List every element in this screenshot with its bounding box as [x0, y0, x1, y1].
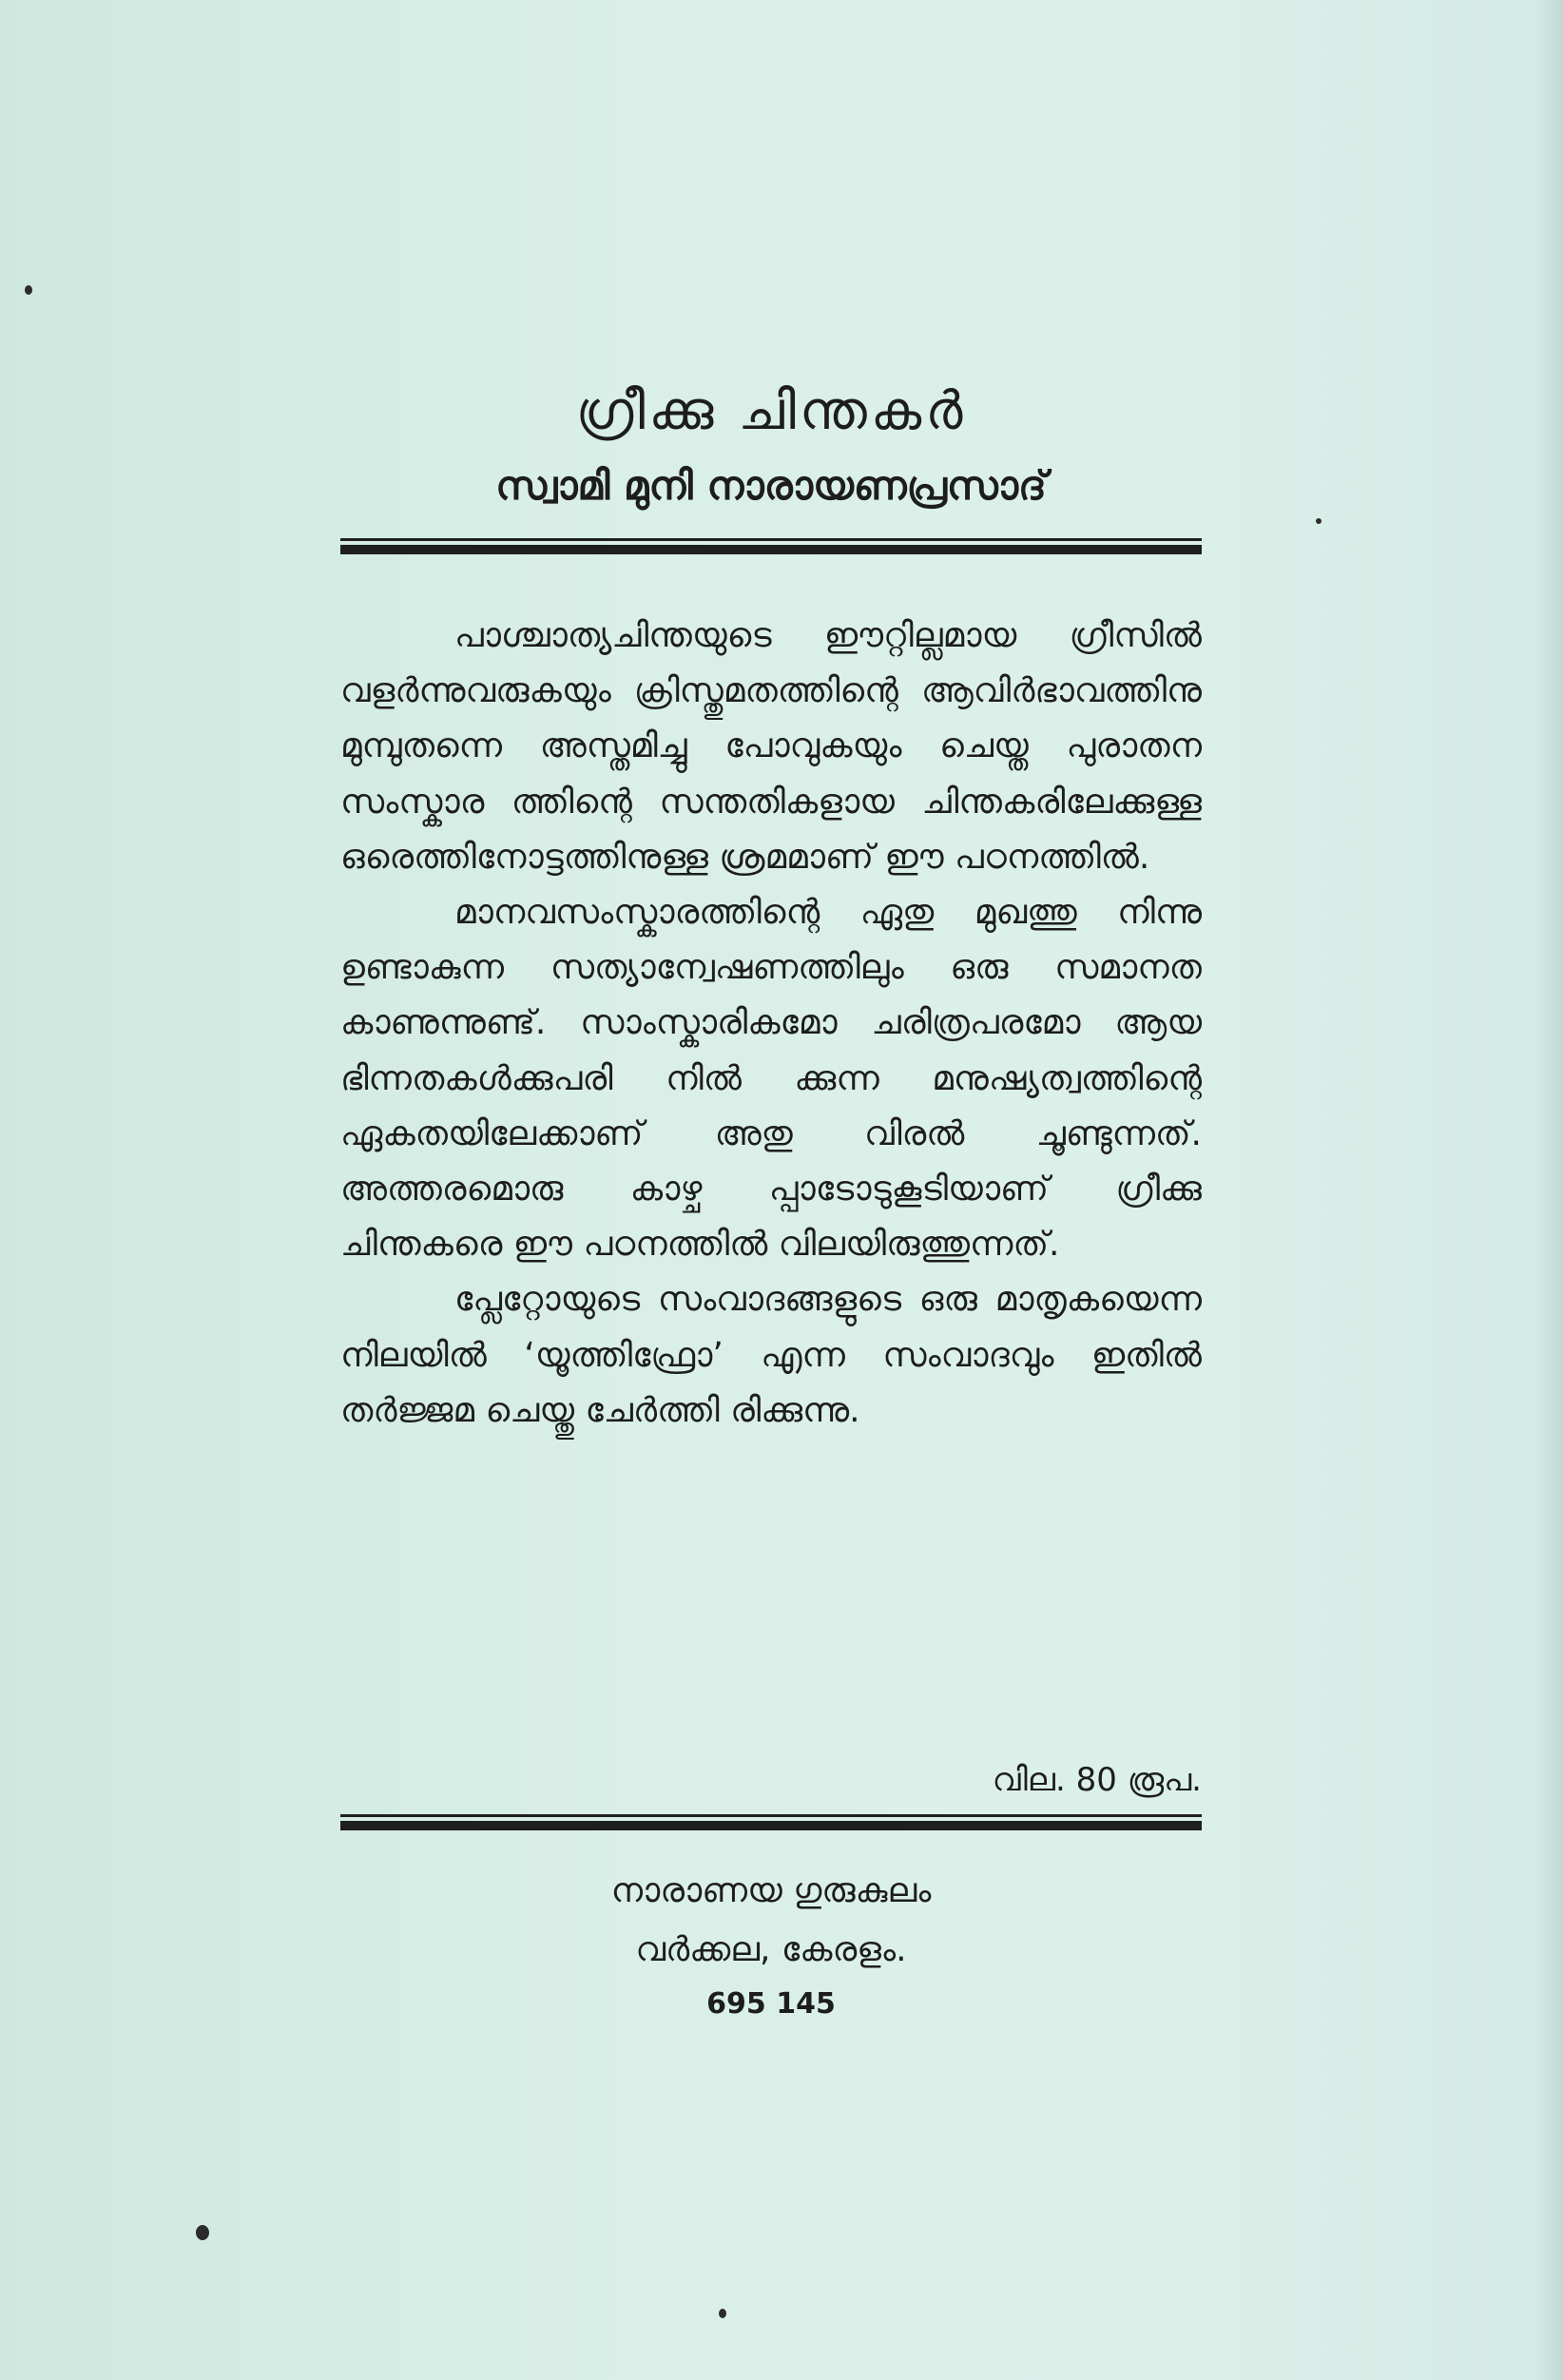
- book-author: സ്വാമി മുനി നാരായണപ്രസാദ്: [495, 462, 1047, 509]
- dust-speck: [719, 2309, 726, 2318]
- price-label: വില. 80 രൂപ.: [992, 1761, 1202, 1799]
- blurb-paragraph-2: മാനവസംസ്കാരത്തിന്റെ ഏതു മുഖത്തു നിന്നു ഉണ്ടാകുന്ന സത്യാന്വേഷണത്തിലും ഒരു സമാനത കാണുന്നുണ്ട്. സാംസ്കാരികമോ ചരിത്രപരമോ ആയ ഭിന്നതകൾക്കുപരി നിൽ ക്കുന്ന മനുഷ്യത്വത്തിന്റെ ഏകതയിലേക്കാണ് അതു വിരൽ ചൂണ്ടുന്നത്. അത്തരമൊരു കാഴ്ച പ്പാടോടുകൂടിയാണ് ഗ്രീക്കു ചിന്തകരെ ഈ പഠനത്തിൽ വിലയിരുത്തുന്നത്.: [340, 893, 1202, 1265]
- dust-speck: [1316, 518, 1322, 524]
- dust-speck: [196, 2225, 209, 2240]
- top-divider: [340, 538, 1202, 554]
- blurb-paragraph-3: പ്ലേറ്റോയുടെ സംവാദങ്ങളുടെ ഒരു മാതൃകയെന്ന നിലയിൽ ‘യൂത്തിഫ്രോ’ എന്ന സംവാദവും ഇതിൽ തർജ്ജമ ചെയ്തു ചേർത്തി രിക്കുന്നു.: [340, 1280, 1202, 1430]
- book-title: ഗ്രീക്കു ചിന്തകർ: [575, 380, 967, 442]
- bottom-divider: [340, 1814, 1202, 1830]
- publisher-pincode: 695 145: [706, 1987, 836, 2021]
- blurb-paragraph-1: പാശ്ചാത്യചിന്തയുടെ ഈറ്റില്ലമായ ഗ്രീസിൽ വളർന്നുവരുകയും ക്രിസ്തുമതത്തിന്റെ ആവിർഭാവത്തിനു മുമ്പുതന്നെ അസ്തമിച്ചു പോവുകയും ചെയ്ത പുരാതന സംസ്കാര ത്തിന്റെ സന്തതികളായ ചിന്തകരിലേക്കുള്ള ഒരെത്തിനോട്ടത്തിനുള്ള ശ്രമമാണ് ഈ പഠനത്തിൽ.: [340, 616, 1202, 877]
- publisher-place: വർക്കല, കേരളം.: [635, 1930, 907, 1969]
- dust-speck: [25, 285, 32, 295]
- blurb: [340, 609, 1202, 1439]
- publisher-name: നാരാണയ ഗുരുകുലം: [610, 1871, 932, 1910]
